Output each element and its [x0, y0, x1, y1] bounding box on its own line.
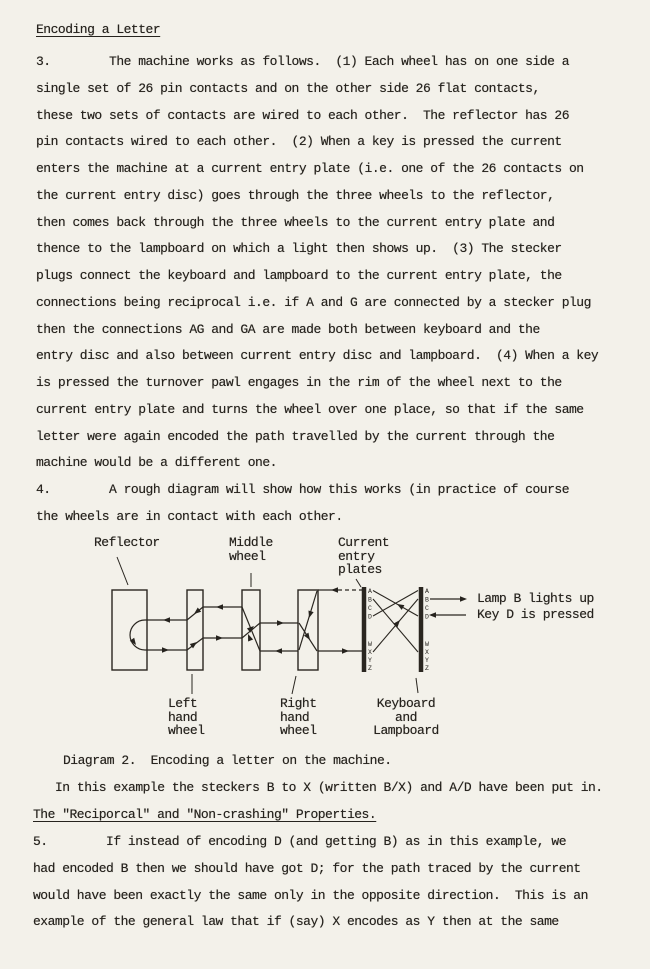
label-middle-wheel: Middle wheel [229, 535, 273, 564]
text-line: is pressed the turnover pawl engages in the rim of the wheel next to the [36, 375, 562, 390]
paragraph-5 [33, 829, 588, 936]
contact-letter: C [368, 605, 372, 612]
stecker-connections [373, 591, 418, 653]
contact-letter: A [368, 588, 372, 595]
text-line: 3. The machine works as follows. (1) Each wheel has on one side a [36, 54, 569, 69]
contact-letter: W [425, 641, 429, 648]
contact-letter: D [368, 613, 372, 621]
label-key-d-is-pressed: Key D is pressed [477, 607, 594, 622]
text-line: then the connections AG and GA are made both between keyboard and the [36, 321, 540, 337]
key-arrow [429, 612, 466, 617]
text-line: plugs connect the keyboard and lampboard to the current entry plate, the [36, 268, 562, 283]
wire-entry-to-right-wheel [318, 587, 362, 592]
label-keyboard-lampboard: Keyboard and Lampboard [373, 696, 439, 738]
keyboard-letters [425, 588, 429, 672]
text-line: letter were again encoded the path travelled by the current through the [36, 428, 555, 444]
paragraph-4 [36, 477, 569, 531]
text-line: the wheels are in contact with each other. [36, 508, 343, 524]
paragraph-3 [36, 49, 598, 477]
right-wheel-wiring [299, 591, 317, 651]
diagram-caption: Diagram 2. Encoding a letter on the machine. [63, 753, 392, 768]
contact-letter: Z [425, 665, 429, 672]
text-line: enters the machine at a current entry plate (i.e. one of the 26 contacts on [36, 161, 584, 176]
text-line: would have been exactly the same only in the opposite direction. This is an [33, 887, 588, 903]
contact-letter: Z [368, 665, 372, 672]
wire-right-wheel-to-entry [318, 648, 362, 653]
text-line: had encoded B then we should have got D; for the path traced by the current [33, 860, 581, 876]
text-line: current entry plate and turns the wheel over one place, so that if the same [36, 401, 584, 417]
reflector-box [112, 590, 147, 670]
left-wheel-wiring [187, 607, 203, 650]
label-right-hand-wheel: Right hand wheel [280, 696, 317, 738]
contact-letter: C [425, 605, 429, 612]
label-reflector: Reflector [94, 535, 160, 550]
contact-letter: X [425, 649, 429, 656]
contact-letter: A [425, 588, 429, 595]
text-line: the current entry disc) goes through the three wheels to the reflector, [36, 187, 555, 203]
contact-letter: D [425, 613, 429, 621]
section-heading-encoding-a-letter: Encoding a Letter [36, 22, 161, 37]
entry-plate-letters [368, 588, 372, 672]
text-line: 4. A rough diagram will show how this works (in practice of course [36, 482, 569, 497]
text-line: example of the general law that if (say) X encodes as Y then at the same [33, 914, 559, 930]
text-line: single set of 26 pin contacts and on the other side 26 flat contacts, [36, 80, 540, 96]
wire-middle-right-gap [260, 620, 298, 653]
text-line: then comes back through the three wheels to the current entry plate and [36, 214, 555, 230]
stecker-note: In this example the steckers B to X (written B/X) and A/D have been put in. [55, 780, 603, 795]
text-line: thence to the lampboard on which a light then shows up. (3) The stecker [36, 241, 562, 257]
contact-letter: Y [425, 657, 429, 664]
section-heading-reciprocal-properties: The "Reciporcal" and "Non-crashing" Properties. [33, 807, 377, 822]
contact-letter: Y [368, 657, 372, 664]
label-lamp-b-lights-up: Lamp B lights up [477, 591, 594, 606]
wire-left-middle-gap [203, 604, 242, 640]
left-hand-wheel-box [187, 590, 203, 670]
contact-letter: B [368, 596, 372, 604]
contact-letter: W [368, 641, 372, 648]
text-line: these two sets of contacts are wired to each other. The reflector has 26 [36, 107, 569, 123]
right-hand-wheel-box [298, 590, 318, 670]
text-line: machine would be a different one. [36, 455, 277, 471]
middle-wheel-wiring [242, 607, 260, 651]
contact-letter: B [425, 596, 429, 604]
text-line: entry disc and also between current entry disc and lampboard. (4) When a key [36, 348, 599, 364]
contact-letter: X [368, 649, 372, 656]
reflector-u-turn [130, 617, 187, 652]
label-left-hand-wheel: Left hand wheel [168, 696, 205, 738]
text-line: connections being reciprocal i.e. if A and G are connected by a stecker plug [36, 294, 591, 310]
label-leader-lines [117, 557, 418, 694]
text-line: pin contacts wired to each other. (2) When a key is pressed the current [36, 134, 562, 150]
lamp-arrow [430, 596, 467, 601]
text-line: 5. If instead of encoding D (and getting B) as in this example, we [33, 834, 566, 849]
label-current-entry-plates: Current entry plates [338, 535, 390, 577]
